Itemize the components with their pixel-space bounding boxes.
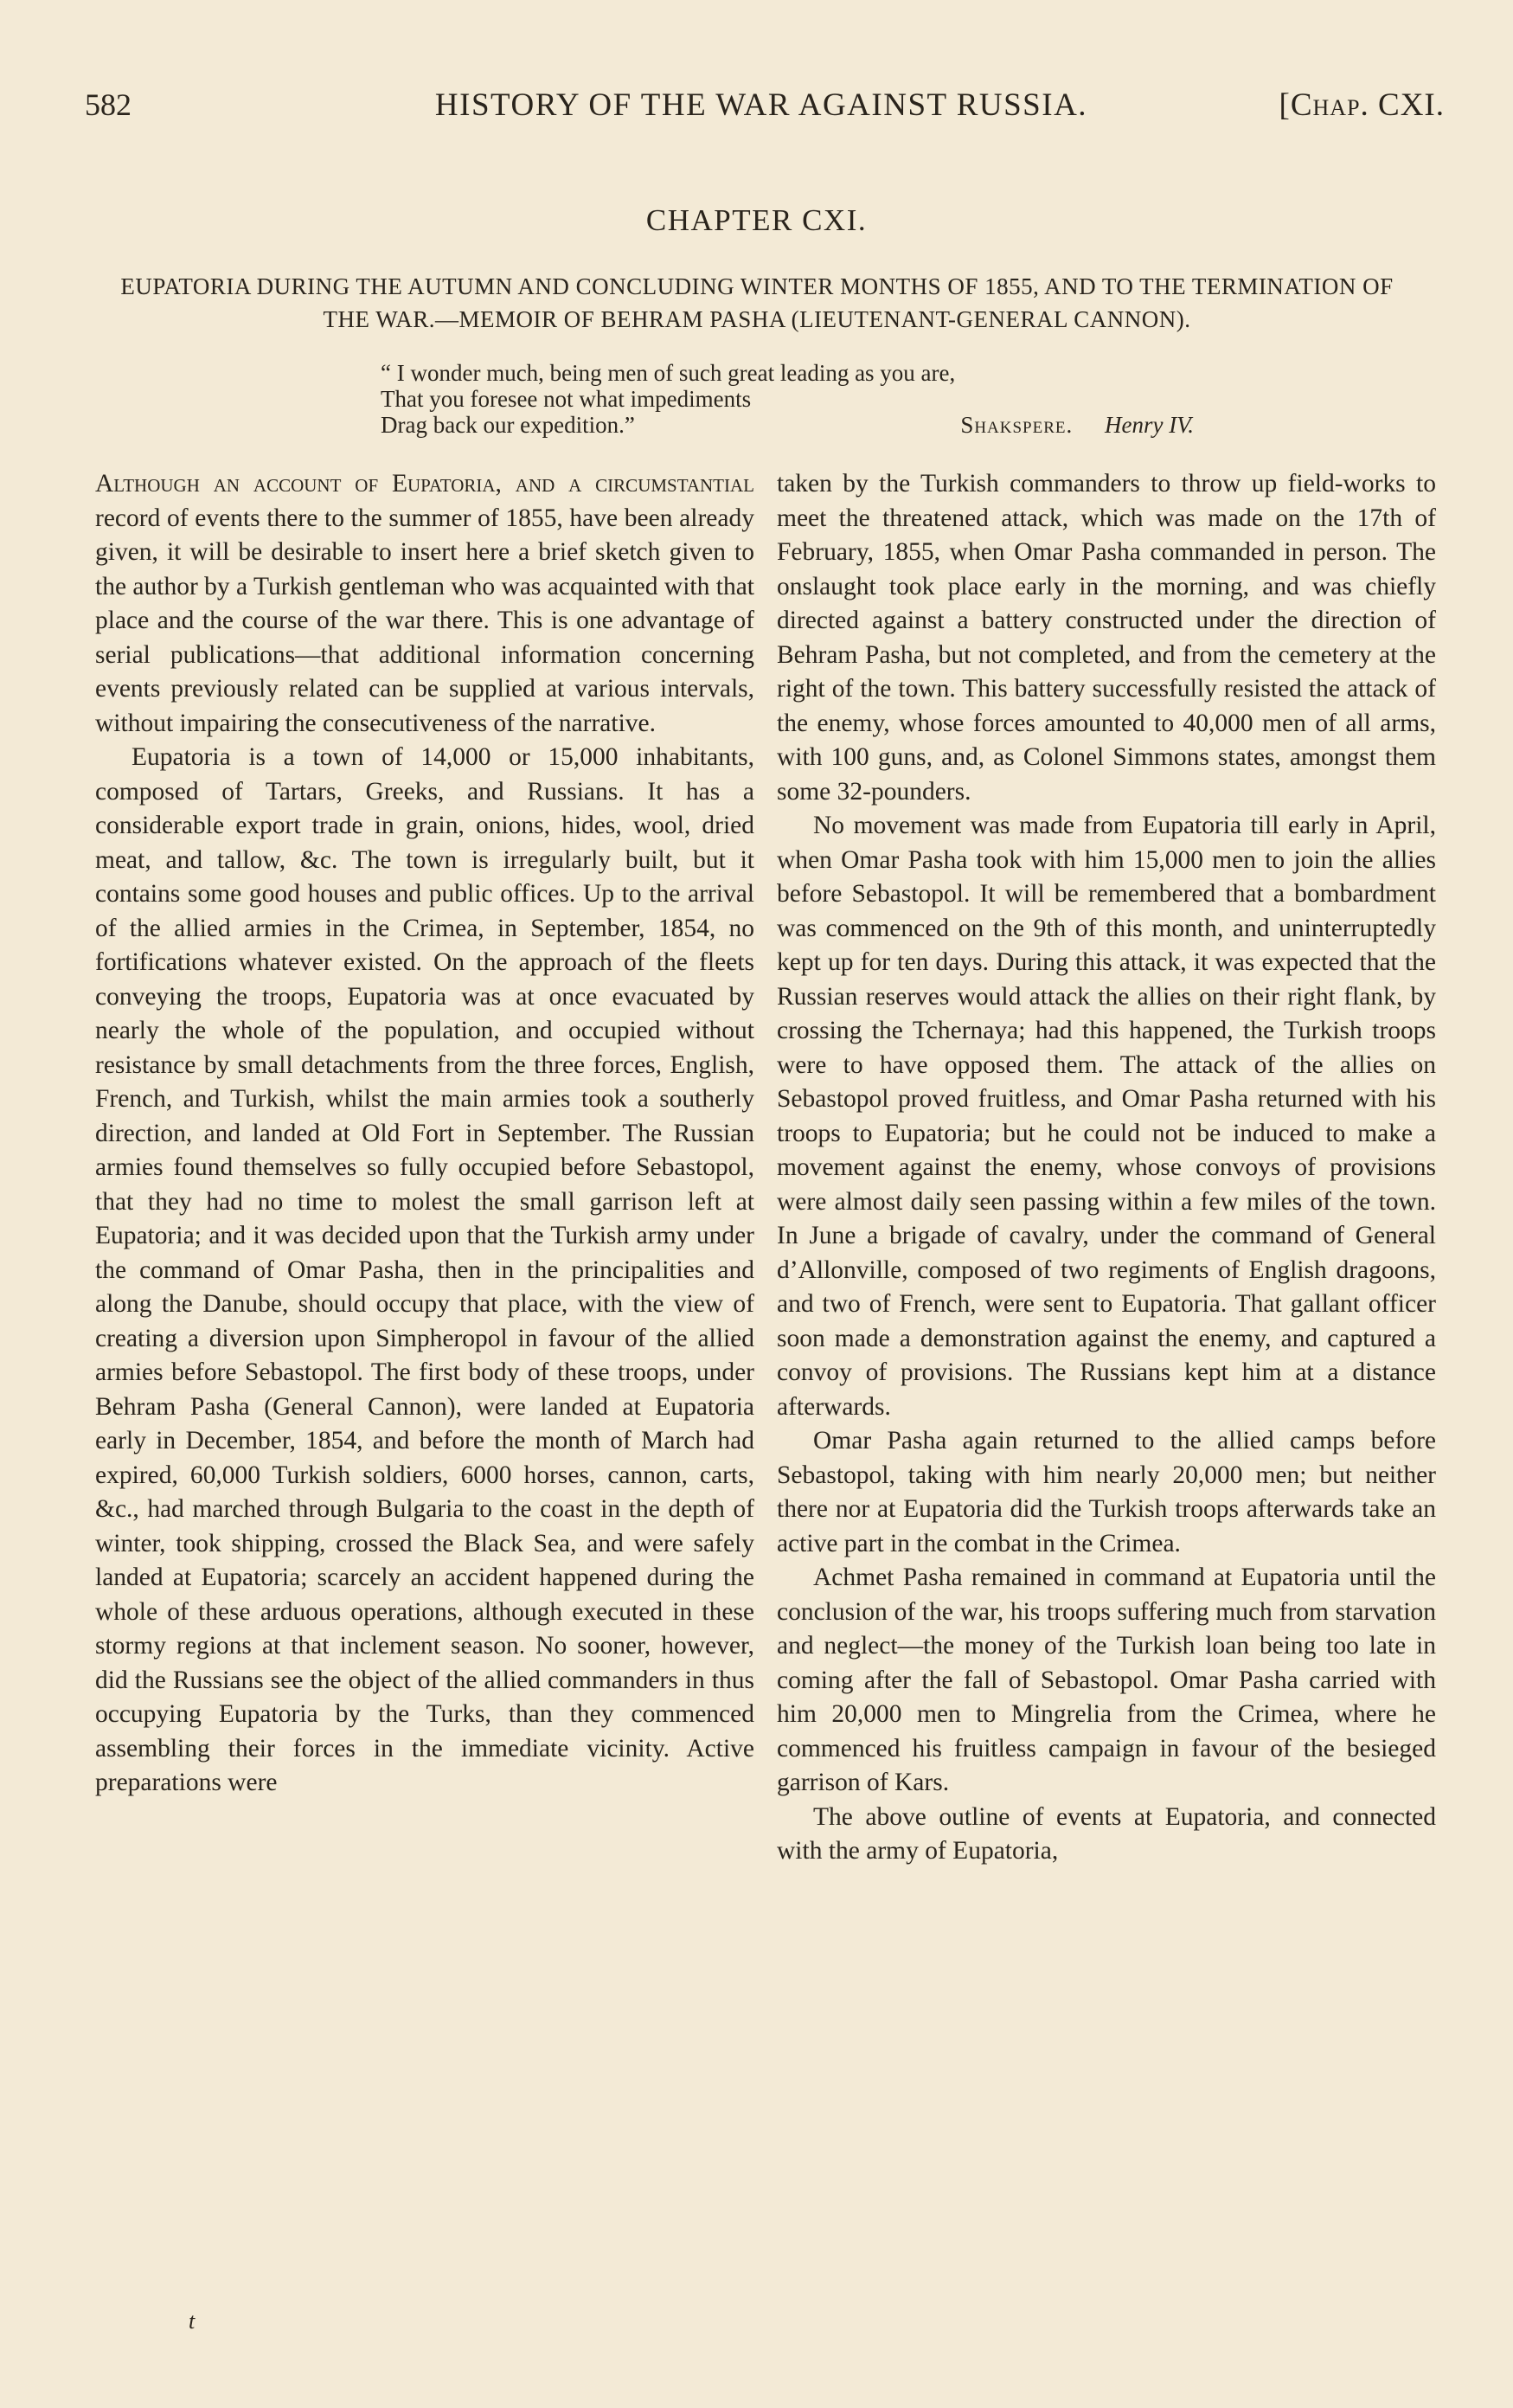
epigraph-line: Drag back our expedition.” — [381, 412, 635, 438]
chapter-title: CHAPTER CXI. — [645, 203, 868, 237]
epigraph-author: Shakspere. — [960, 412, 1074, 438]
epigraph — [381, 360, 1228, 438]
chapter-subtitle: EUPATORIA DURING THE AUTUMN AND CONCLUDING WINTER MONTHS OF 1855, AND TO THE TERMINATION OF THE WAR.—MEMOIR OF BEHRAM PASHA (LIEUTENANT-GENERAL CANNON). — [120, 273, 1394, 332]
paragraph: Omar Pasha again returned to the allied camps before Sebastopol, taking with him nearly 20,000 men; but neither there nor at Eupatoria did the Turkish troops afterwards take an active part in the combat in the Crimea. — [777, 1427, 1436, 1557]
epigraph-line: That you foresee not what impediments — [381, 386, 752, 412]
chapter-reference: [Chap. CXI. — [1279, 87, 1445, 123]
paragraph: Eupatoria is a town of 14,000 or 15,000 inhabitants, composed of Tartars, Greeks, and Russians. It has a considerable export trade in grain, onions, hides, wool, dried meat, and tallow, &c. The town is irregularly built, but it contains some good houses and public offices. Up to the arrival of the allied armies in the Crimea, in September, 1854, no fortifications whatever existed. On the approach of the fleets conveying the troops, Eupatoria was at once evacuated by nearly the whole of the population, and occupied without resistance by small detachments from the three forces, English, French, and Turkish, whilst the main armies took a southerly direction, and landed at Old Fort in September. The Russian armies found themselves so fully occupied before Sebastopol, that they had no time to molest the small garrison left at Eupatoria; and it was decided upon that the Turkish army under the command of Omar Pasha, then in the principalities and along the Danube, should occupy that place, with the view of creating a diversion upon Simpheropol in favour of the allied armies before Sebastopol. The first body of these troops, under Behram Pasha (General Cannon), were landed at Eupatoria early in December, 1854, and before the month of March had expired, 60,000 Turkish soldiers, 6000 horses, cannon, carts, &c., had marched through Bulgaria to the coast in the depth of winter, took shipping, crossed the Black Sea, and were safely landed at Eupatoria; scarcely an accident happened during the whole of these arduous operations, although executed in these stormy regions at that inclement season. No sooner, however, did the Russians see the object of the allied commanders in thus occupying Eupatoria by the Turks, than they commenced assembling their forces in the immediate vicinity. Active preparations were — [95, 743, 754, 1796]
paragraph: Although an account of Eupatoria, and a circumstantial record of events there to the summer of 1855, have been already given, it will be desirable to insert here a brief sketch given to the author by a Turkish gentleman who was acquainted with that place and the course of the war there. This is one advantage of serial publications—that additional information concerning events previously related can be supplied at various intervals, without impairing the consecutiveness of the narrative. — [95, 470, 754, 737]
epigraph-line: “ I wonder much, being men of such great leading as you are, — [381, 360, 956, 386]
paragraph: taken by the Turkish commanders to throw up field-works to meet the threatened attack, which was made on the 17th of February, 1855, when Omar Pasha commanded in person. The onslaught took place early in the morning, and was chiefly directed against a battery constructed under the direction of Behram Pasha, but not completed, and from the cemetery at the right of the town. This battery successfully resisted the attack of the enemy, whose forces amounted to 40,000 men of all arms, with 100 guns, and, as Colonel Simmons states, amongst them some 32-pounders. — [777, 470, 1436, 806]
epigraph-attribution — [960, 412, 1194, 438]
left-column — [95, 467, 754, 1801]
paragraph: Achmet Pasha remained in command at Eupatoria until the conclusion of the war, his troops suffering much from starvation and neglect—the money of the Turkish loan being too late in coming after the fall of Sebastopol. Omar Pasha carried with him 20,000 men to Mingrelia from the Crimea, where he commenced his fruitless campaign in favour of the besieged garrison of Kars. — [777, 1564, 1436, 1796]
paragraph: No movement was made from Eupatoria till early in April, when Omar Pasha took with him 15,000 men to join the allies before Sebastopol. It will be remembered that a bombardment was commenced on the 9th of this month, and uninterruptedly kept up for ten days. During this attack, it was expected that the Russian reserves would attack the allies on their right flank, by crossing the Tchernaya; had this happened, the Turkish troops were to have opposed them. The attack of the allies on Sebastopol proved fruitless, and Omar Pasha returned with his troops to Eupatoria; but he could not be induced to make a movement against the enemy, whose convoys of provisions were almost daily seen passing within a few miles of the town. In June a brigade of cavalry, under the command of General d’Allonville, composed of two regiments of English dragoons, and two of French, were sent to Eupatoria. That gallant officer soon made a demonstration against the enemy, and captured a convoy of provisions. The Russians kept him at a distance afterwards. — [777, 812, 1436, 1421]
page-number: 582 — [85, 87, 131, 122]
paragraph: The above outline of events at Eupatoria, and connected with the army of Eupatoria, — [777, 1802, 1436, 1865]
printer-mark: t — [189, 2308, 196, 2334]
running-title: HISTORY OF THE WAR AGAINST RUSSIA. — [434, 87, 1088, 123]
running-header — [78, 87, 1445, 138]
right-column — [777, 467, 1436, 1869]
epigraph-work: Henry IV. — [1105, 412, 1194, 438]
